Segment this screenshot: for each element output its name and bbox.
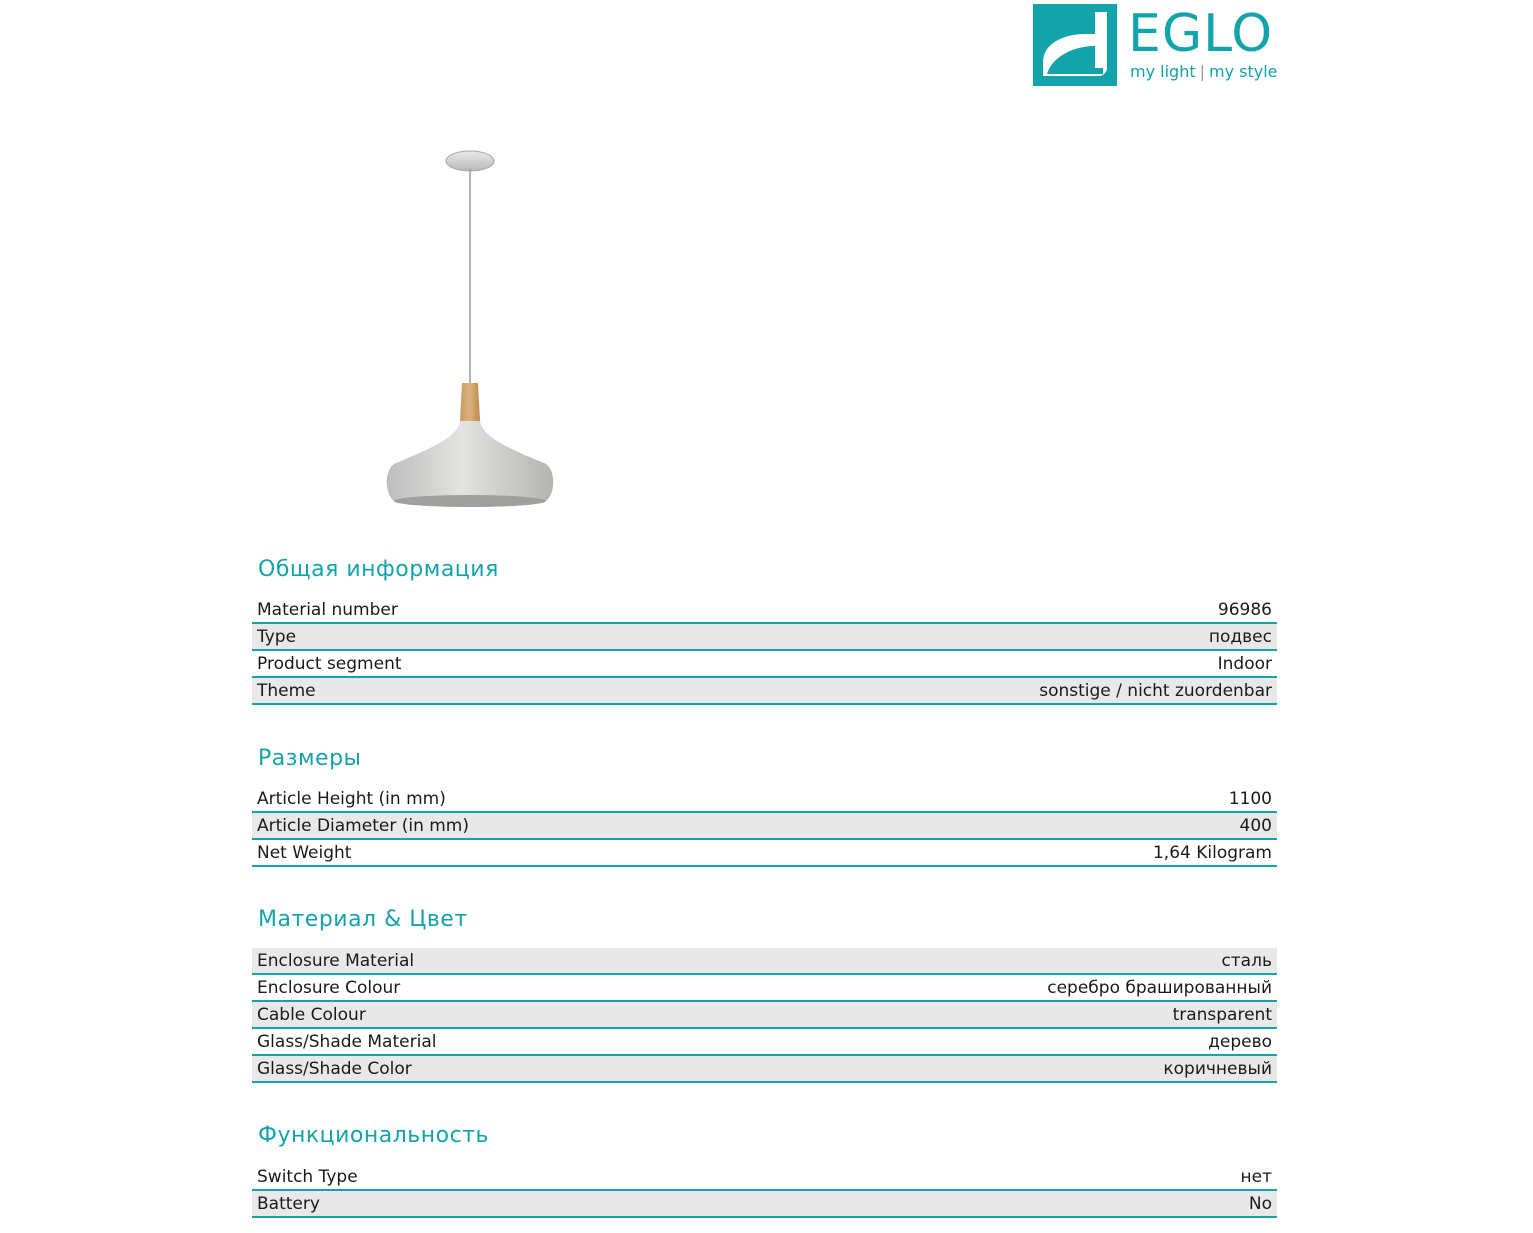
- row-label: Cable Colour: [257, 1004, 366, 1025]
- tagline-right: my style: [1209, 62, 1278, 81]
- row-label: Enclosure Colour: [257, 977, 401, 998]
- table-general: [252, 597, 1277, 705]
- row-label: Glass/Shade Color: [257, 1058, 412, 1079]
- pendant-lamp-icon: [380, 145, 560, 515]
- section-title-dimensions: Размеры: [258, 746, 362, 771]
- row-value: transparent: [1172, 1004, 1272, 1025]
- row-label: Switch Type: [257, 1166, 358, 1187]
- row-label: Glass/Shade Material: [257, 1031, 437, 1052]
- row-label: Article Height (in mm): [257, 788, 446, 809]
- section-title-material-color: Материал & Цвет: [258, 907, 468, 932]
- table-row: [252, 1191, 1277, 1218]
- row-value: No: [1248, 1193, 1272, 1214]
- row-value: Indoor: [1217, 653, 1272, 674]
- row-value: 96986: [1217, 599, 1272, 620]
- table-row: [252, 678, 1277, 705]
- table-row: [252, 651, 1277, 678]
- row-value: 1100: [1228, 788, 1272, 809]
- row-value: sonstige / nicht zuordenbar: [1039, 680, 1272, 701]
- table-row: [252, 948, 1277, 975]
- table-row: [252, 1164, 1277, 1191]
- brand-wordmark: EGLO: [1128, 4, 1274, 64]
- table-row: [252, 597, 1277, 624]
- tagline-left: my light: [1130, 62, 1196, 81]
- table-row: [252, 813, 1277, 840]
- tagline-separator: |: [1199, 62, 1205, 81]
- table-row: [252, 1029, 1277, 1056]
- row-value: дерево: [1208, 1031, 1272, 1052]
- row-value: 1,64 Kilogram: [1152, 842, 1272, 863]
- row-label: Type: [257, 626, 297, 647]
- table-material-color: [252, 948, 1277, 1083]
- table-row: [252, 1002, 1277, 1029]
- row-label: Net Weight: [257, 842, 352, 863]
- row-value: подвес: [1208, 626, 1272, 647]
- row-value: нет: [1240, 1166, 1272, 1187]
- row-label: Battery: [257, 1193, 320, 1214]
- table-row: [252, 1056, 1277, 1083]
- table-functionality: [252, 1164, 1277, 1218]
- row-value: серебро брашированный: [1047, 977, 1272, 998]
- row-label: Article Diameter (in mm): [257, 815, 469, 836]
- row-label: Enclosure Material: [257, 950, 415, 971]
- row-value: 400: [1239, 815, 1272, 836]
- table-row: [252, 786, 1277, 813]
- section-title-general: Общая информация: [258, 557, 499, 582]
- table-row: [252, 975, 1277, 1002]
- eglo-logo-icon: [1033, 4, 1117, 86]
- row-value: сталь: [1221, 950, 1272, 971]
- brand-tagline: [1130, 62, 1278, 81]
- row-label: Theme: [257, 680, 316, 701]
- eglo-logo: [1033, 4, 1283, 88]
- table-dimensions: [252, 786, 1277, 867]
- row-value: коричневый: [1163, 1058, 1272, 1079]
- section-title-functionality: Функциональность: [258, 1123, 489, 1148]
- row-label: Product segment: [257, 653, 402, 674]
- row-label: Material number: [257, 599, 398, 620]
- table-row: [252, 840, 1277, 867]
- table-row: [252, 624, 1277, 651]
